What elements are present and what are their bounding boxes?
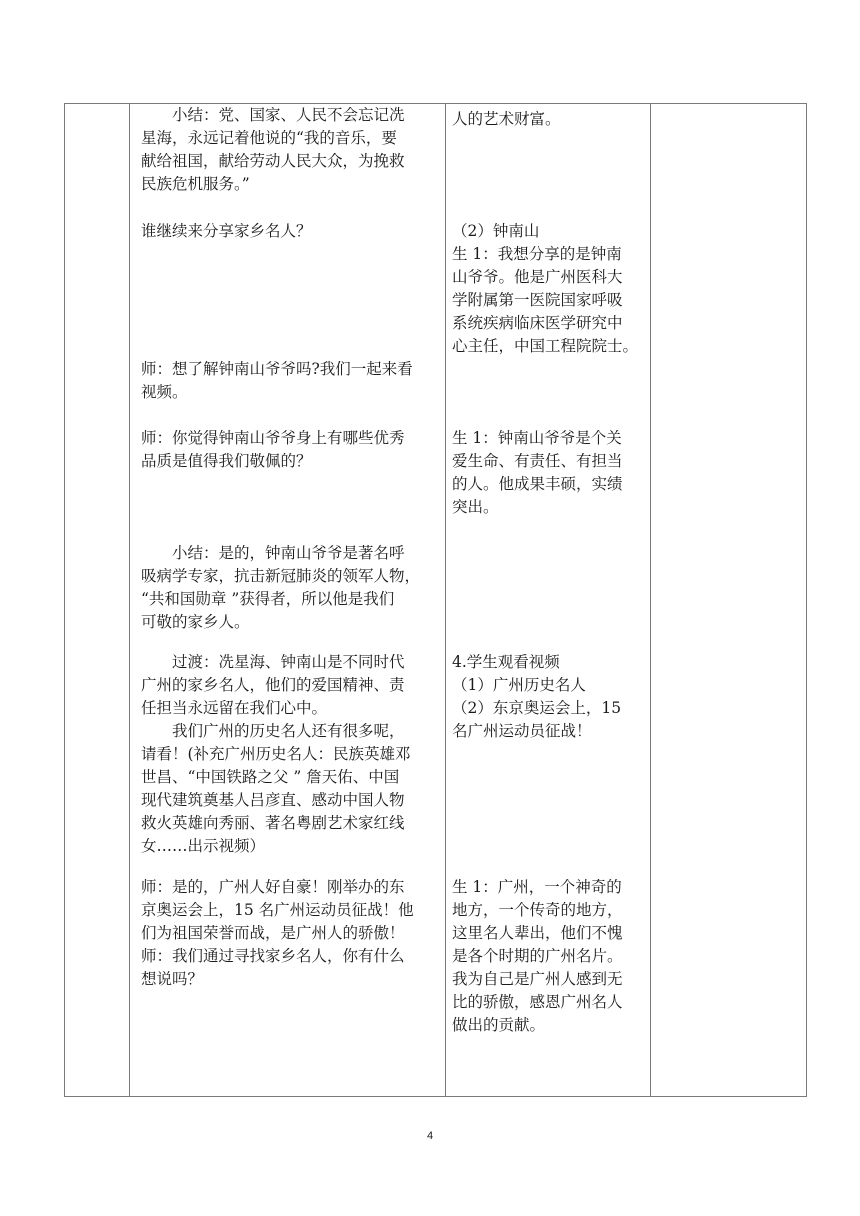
teacher-text-line: 民族危机服务。” xyxy=(141,175,250,193)
teacher-text-line: 我们广州的历史名人还有很多呢， xyxy=(141,722,405,740)
student-text-line: 生 1：广州，一个神奇的 xyxy=(452,878,622,896)
teacher-text-line: 师：你觉得钟南山爷爷身上有哪些优秀 xyxy=(141,429,405,447)
teacher-text-line: 想说吗？ xyxy=(141,970,204,988)
student-text-line: （2）东京奥运会上，15 xyxy=(452,699,622,717)
student-text-line: 生 1：钟南山爷爷是个关 xyxy=(452,429,622,447)
teacher-text-line: 请看！(补充广州历史名人：民族英雄邓 xyxy=(141,745,411,763)
column-divider-3 xyxy=(650,103,651,1096)
student-text-line: 突出。 xyxy=(452,498,499,516)
teacher-text-line: 视频。 xyxy=(141,383,188,401)
student-text-line: 的人。他成果丰硕，实绩 xyxy=(452,475,623,493)
teacher-text-line: 师：我们通过寻找家乡名人，你有什么 xyxy=(141,947,405,965)
teacher-text-line: 世昌、“中国铁路之父 ” 詹天佑、中国 xyxy=(141,768,400,786)
teacher-text-line: 们为祖国荣誉而战，是广州人的骄傲！ xyxy=(141,924,405,942)
column-divider-2 xyxy=(445,103,446,1096)
student-text-line: 4.学生观看视频 xyxy=(452,653,560,671)
teacher-text-line: 现代建筑奠基人吕彦直、感动中国人物 xyxy=(141,791,405,809)
student-text-line: （2）钟南山 xyxy=(452,222,540,240)
teacher-text-line: 小结：党、国家、人民不会忘记冼 xyxy=(141,106,405,124)
teacher-text-line: 师：是的，广州人好自豪！刚举办的东 xyxy=(141,878,405,896)
teacher-text-line: 谁继续来分享家乡名人？ xyxy=(141,222,312,240)
student-text-line: 系统疾病临床医学研究中 xyxy=(452,314,623,332)
student-text-line: 生 1：我想分享的是钟南 xyxy=(452,245,622,263)
student-text-line: 比的骄傲，感恩广州名人 xyxy=(452,993,623,1011)
teacher-text-line: 过渡：冼星海、钟南山是不同时代 xyxy=(141,653,405,671)
student-text-line: 这里名人辈出，他们不愧 xyxy=(452,924,623,942)
student-text-line: 做出的贡献。 xyxy=(452,1016,546,1034)
teacher-text-line: 任担当永远留在我们心中。 xyxy=(141,699,328,717)
student-text-line: 心主任，中国工程院院士。 xyxy=(452,337,639,355)
student-text-line: 人的艺术财富。 xyxy=(452,110,561,128)
teacher-text-line: 救火英雄向秀丽、著名粤剧艺术家红线 xyxy=(141,814,405,832)
student-text-line: 山爷爷。他是广州医科大 xyxy=(452,268,623,286)
teacher-text-line: “共和国勋章 ”获得者，所以他是我们 xyxy=(141,590,395,608)
teacher-text-line: 吸病学专家，抗击新冠肺炎的领军人物， xyxy=(141,567,421,585)
teacher-text-line: 小结：是的，钟南山爷爷是著名呼 xyxy=(141,544,405,562)
teacher-text-line: 广州的家乡名人，他们的爱国精神、责 xyxy=(141,676,405,694)
teacher-text-line: 品质是值得我们敬佩的？ xyxy=(141,452,312,470)
teacher-text-line: 星海，永远记着他说的“我的音乐，要 xyxy=(141,129,397,147)
student-text-line: 爱生命、有责任、有担当 xyxy=(452,452,623,470)
column-divider-1 xyxy=(129,103,130,1096)
teacher-text-line: 京奥运会上，15 名广州运动员征战！他 xyxy=(141,901,414,919)
teacher-text-line: 师：想了解钟南山爷爷吗?我们一起来看 xyxy=(141,360,413,378)
teacher-text-line: 可敬的家乡人。 xyxy=(141,613,250,631)
student-text-line: 是各个时期的广州名片。 xyxy=(452,947,623,965)
teacher-text-line: 献给祖国，献给劳动人民大众，为挽救 xyxy=(141,152,405,170)
student-text-line: 名广州运动员征战！ xyxy=(452,722,592,740)
student-text-line: 我为自己是广州人感到无 xyxy=(452,970,623,988)
page-number: 4 xyxy=(426,1130,434,1142)
student-text-line: 学附属第一医院国家呼吸 xyxy=(452,291,623,309)
student-text-line: 地方，一个传奇的地方， xyxy=(452,901,623,919)
student-text-line: （1）广州历史名人 xyxy=(452,676,586,694)
teacher-text-line: 女……出示视频） xyxy=(141,837,266,855)
